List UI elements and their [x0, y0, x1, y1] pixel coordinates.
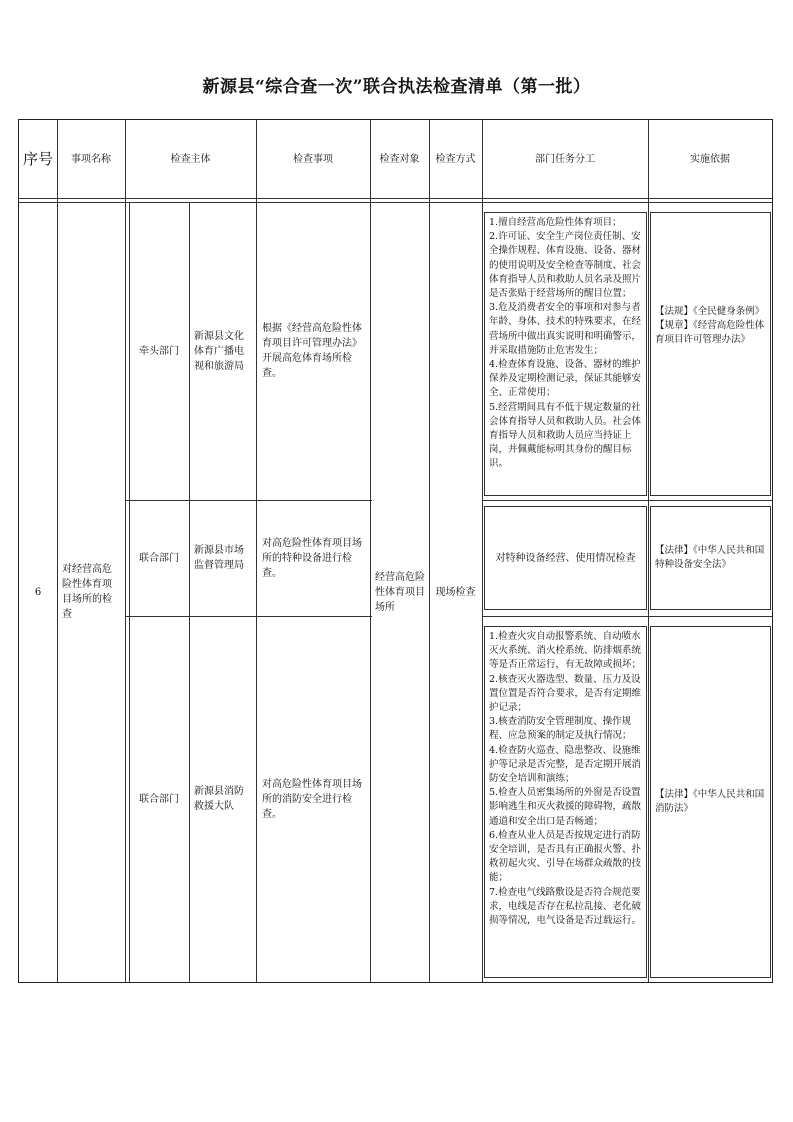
subrow-1-matter: 根据《经营高危险性体育项目许可管理办法》开展高危体育场所检查。	[262, 323, 362, 379]
subrow-1-tasks	[484, 212, 647, 496]
row-item-name: 对经营高危险性体育项目场所的检查	[62, 564, 112, 620]
row-seq: 6	[34, 586, 42, 598]
inspection-table	[18, 119, 773, 983]
subrow-1-dept: 新源县文化体育广播电视和旅游局	[194, 330, 244, 372]
col-line	[125, 120, 126, 982]
task-item: 7.检查电气线路敷设是否符合规范要求，电线是否存在私拉乱接、老化破损等情况，电气设备是否过载运行。	[489, 886, 642, 927]
header-basis: 实施依据	[690, 153, 730, 165]
task-item: 4.检查防火巡查、隐患整改、设施维护等记录是否完整，是否定期开展消防安全培训和演练；	[489, 744, 642, 785]
header-seq: 序号	[22, 149, 53, 168]
document-title: 新源县“综合查一次”联合执法检查清单（第一批）	[202, 77, 591, 97]
subrow-3-matter: 对高危险性体育项目场所的消防安全进行检查。	[262, 778, 362, 820]
subrow-3-dept: 新源县消防救援大队	[194, 786, 244, 812]
task-item: 3.核查消防安全管理制度、操作规程、应急预案的制定及执行情况；	[489, 716, 632, 742]
col-line	[57, 120, 58, 982]
basis-item: 【法规】《全民健身条例》	[655, 306, 765, 317]
task-item: 6.检查从业人员是否按规定进行消防安全培训，是否具有正确报火警、扑救初起火灾、引导在场群众疏散的技能；	[489, 829, 642, 884]
header-item-name: 事项名称	[71, 153, 111, 165]
subrow-2-role: 联合部门	[139, 552, 179, 564]
subrow-2-basis	[650, 506, 771, 610]
basis-item: 【规章】《经营高危险性体育项目许可管理办法》	[655, 320, 765, 346]
subrow-1-basis	[650, 212, 771, 496]
task-item: 2.核查灭火器选型、数量、压力及设置位置是否符合要求，是否有定期维护记录；	[489, 673, 642, 714]
subrow-line	[482, 500, 772, 501]
task-item: 1.擅自经营高危险性体育项目；	[489, 217, 622, 228]
subrow-2-matter: 对高危险性体育项目场所的特种设备进行检查。	[262, 537, 362, 579]
subrow-2-tasks	[484, 506, 647, 610]
subrow-3-role: 联合部门	[139, 793, 179, 805]
header-method: 检查方式	[435, 153, 476, 165]
subrow-1-role: 牵头部门	[139, 345, 179, 357]
subject-divider	[189, 202, 190, 982]
task-item: 2.许可证、安全生产岗位责任制、安全操作规程、体育设施、设备、器材的使用说明及安全检查等制度、社会体育指导人员和救助人员名录及照片是否张贴于经营场所的醒目位置；	[489, 231, 642, 300]
row-target: 经营高危险性体育项目场所	[375, 571, 425, 613]
header-target: 检查对象	[379, 153, 420, 165]
header-tasks: 部门任务分工	[535, 153, 595, 165]
task-item: 1.检查火灾自动报警系统、自动喷水灭火系统、消火栓系统、防排烟系统等是否正常运行，有无故障或损坏；	[489, 631, 642, 671]
task-item: 3.危及消费者安全的事项和对参与者年龄、身体、技术的特殊要求，在经营场所中做出真实说明和明确警示，并采取措施防止危害发生；	[489, 302, 642, 356]
header-line	[19, 198, 772, 199]
subrow-2-dept: 新源县市场监督管理局	[194, 545, 244, 571]
task-item: 5.经营期间具有不低于规定数量的社会体育指导人员和救助人员。社会体育指导人员和救助人员应当持证上岗，并佩戴能标明其身份的醒目标识。	[489, 401, 642, 470]
task-item: 4.检查体育设施、设备、器材的维护保养及定期检测记录，保证其能够安全、正常使用；	[489, 359, 642, 399]
subrow-3-basis	[650, 626, 771, 978]
subrow-3-tasks	[484, 626, 647, 978]
task-item: 对特种设备经营、使用情况检查	[495, 552, 636, 564]
header-matter: 检查事项	[293, 153, 333, 165]
task-item: 5.检查人员密集场所的外窗是否设置影响逃生和灭火救援的障碍物，疏散通道和安全出口是否畅通；	[489, 787, 642, 827]
col-line	[370, 120, 371, 982]
subrow-line	[482, 616, 772, 617]
col-line	[482, 120, 483, 982]
col-line	[648, 120, 649, 982]
basis-item: 【法律】《中华人民共和国消防法》	[655, 788, 765, 814]
col-line	[256, 120, 257, 982]
row-method: 现场检查	[435, 586, 476, 598]
header-subject: 检查主体	[170, 153, 211, 165]
basis-item: 【法律】《中华人民共和国特种设备安全法》	[655, 544, 765, 570]
